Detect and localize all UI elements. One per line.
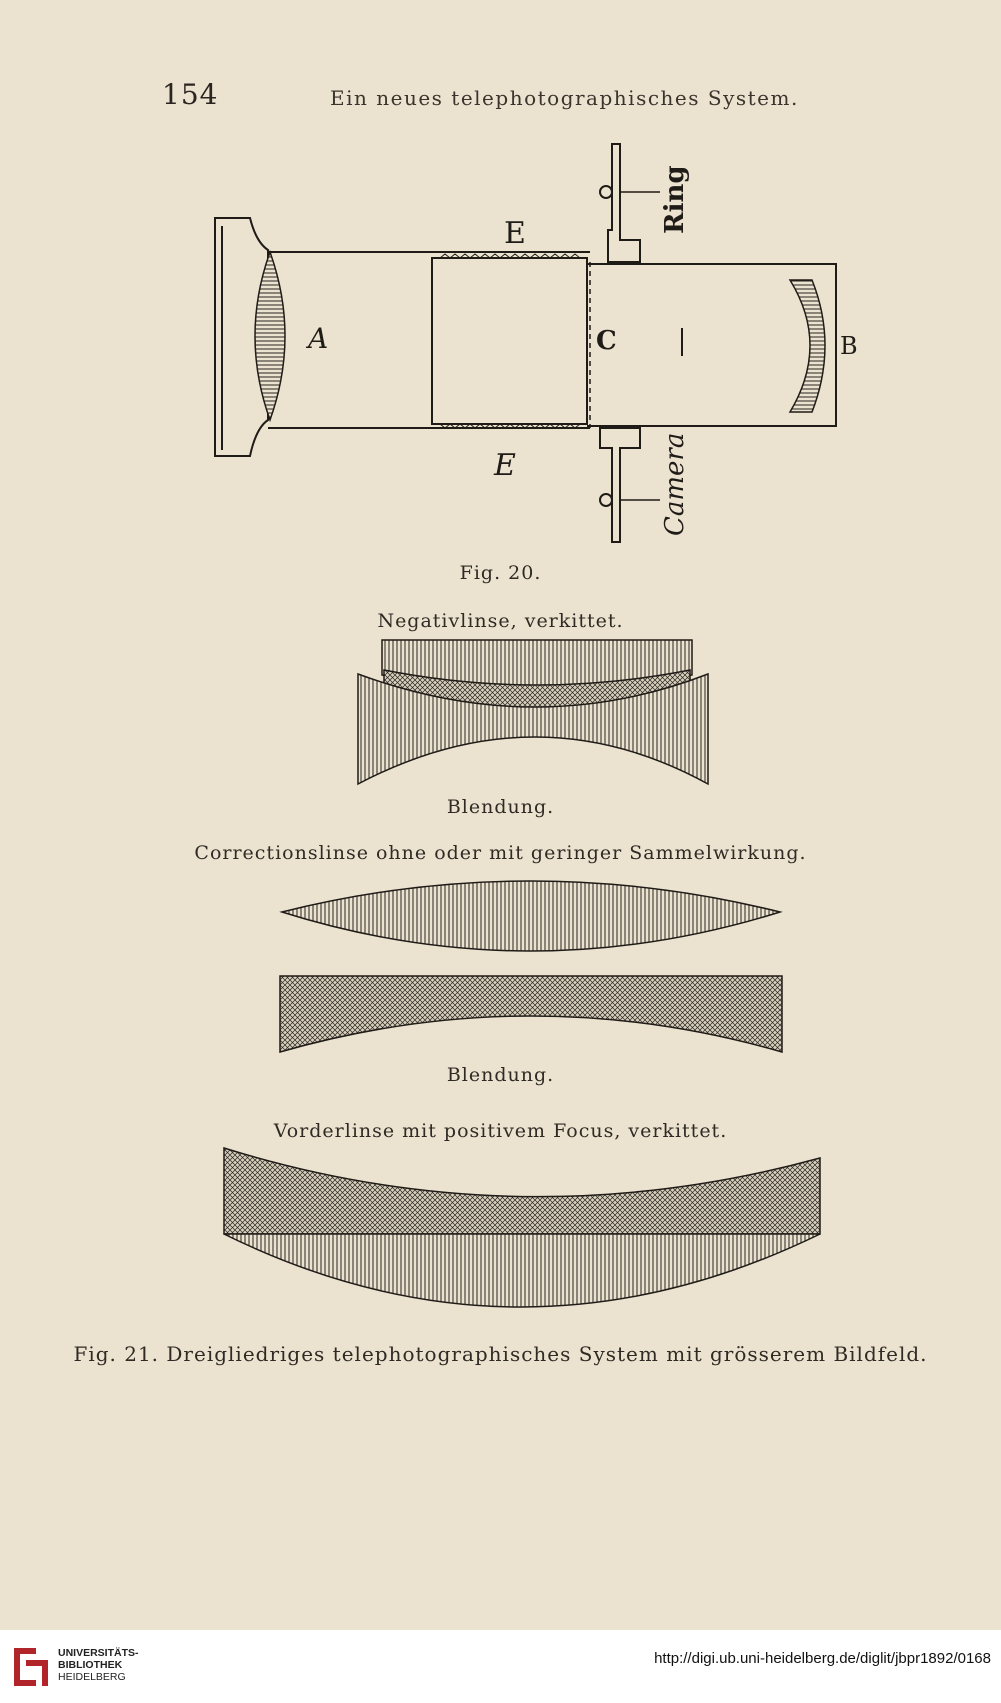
page-number: 154 <box>162 78 219 111</box>
source-url-link[interactable]: http://digi.ub.uni-heidelberg.de/diglit/jbpr1892/0168 <box>654 1650 991 1667</box>
library-name-line1: UNIVERSITÄTS- <box>58 1647 139 1659</box>
label-b: B <box>840 332 858 360</box>
fig20-caption: Fig. 20. <box>459 562 542 584</box>
sliding-tube-e <box>432 258 587 424</box>
label-ring: Ring <box>660 165 690 234</box>
library-name-line3: HEIDELBERG <box>58 1671 126 1683</box>
label-camera: Camera <box>660 432 690 536</box>
library-name <box>58 1647 139 1683</box>
running-title: Ein neues telephotographisches System. <box>330 86 799 110</box>
library-logo-icon <box>10 1644 52 1690</box>
label-c: C <box>596 326 617 356</box>
label-correction-lens: Correctionslinse ohne oder mit geringer Sammelwirkung. <box>194 842 807 864</box>
front-lens <box>224 1148 820 1307</box>
negative-lens <box>358 640 708 784</box>
label-negative-lens: Negativlinse, verkittet. <box>377 610 624 632</box>
ring-clamp <box>608 144 640 262</box>
correction-lens <box>280 881 782 1052</box>
label-front-lens: Vorderlinse mit positivem Focus, verkittet. <box>273 1120 728 1142</box>
label-e-bottom: E <box>494 448 516 483</box>
fig21-caption: Fig. 21. Dreigliedriges telephotographisches System mit grösserem Bildfeld. <box>73 1342 928 1366</box>
label-e-top: E <box>504 216 526 251</box>
label-a: A <box>308 322 329 355</box>
label-blendung-1: Blendung. <box>446 796 555 818</box>
camera-clamp <box>600 428 640 542</box>
footer-bar <box>0 1630 1001 1703</box>
lens-b <box>790 280 825 412</box>
library-name-line2: BIBLIOTHEK <box>58 1659 123 1671</box>
label-blendung-2: Blendung. <box>446 1064 555 1086</box>
